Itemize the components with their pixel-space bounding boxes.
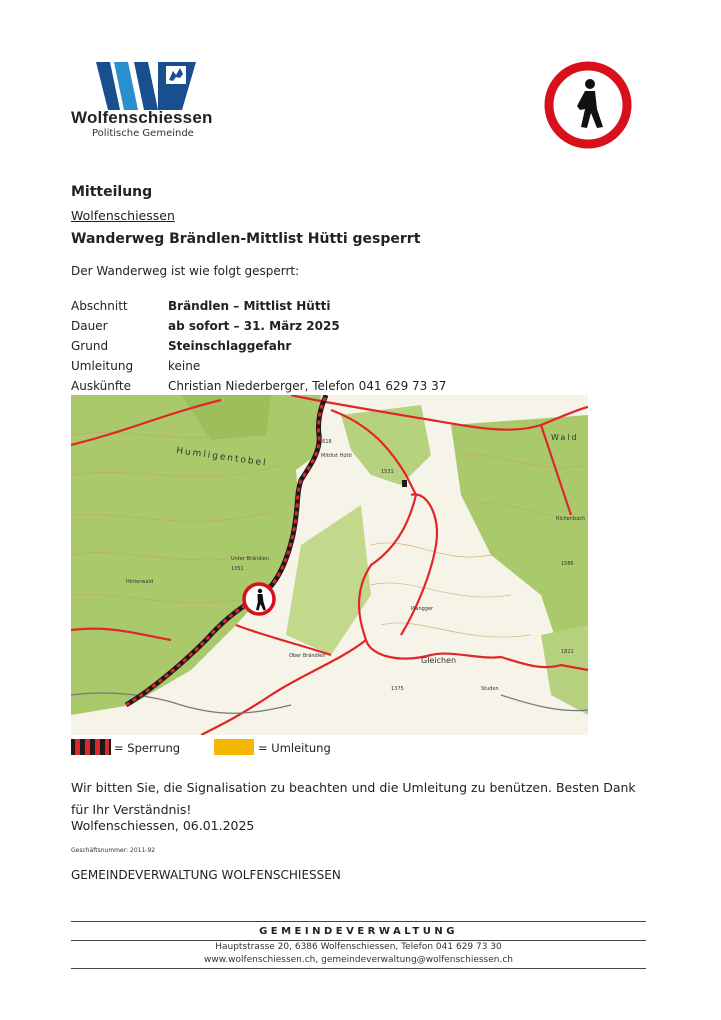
map-label: Wald: [551, 433, 579, 442]
footer-heading: GEMEINDEVERWALTUNG: [259, 926, 458, 937]
map-label: Richenbach: [556, 516, 586, 522]
notice-place: Wolfenschiessen: [71, 208, 175, 223]
detail-value: ab sofort – 31. März 2025: [168, 319, 340, 333]
footer-rule-top: [71, 921, 646, 922]
footer-contact: www.wolfenschiessen.ch, gemeindeverwaltung@wolfenschiessen.ch: [203, 955, 513, 965]
notice-headline: Wanderweg Brändlen-Mittlist Hütti gesperrt: [71, 231, 421, 247]
intro-text: Der Wanderweg ist wie folgt gesperrt:: [71, 264, 300, 278]
footer-rule-mid: [71, 940, 646, 941]
detail-value: keine: [168, 359, 201, 373]
no-pedestrians-sign-icon: [544, 61, 632, 149]
detail-label: Auskünfte: [71, 379, 131, 393]
legend-detour-label: = Umleitung: [258, 741, 331, 755]
reference-number: Geschäftsnummer: 2011-92: [71, 847, 156, 854]
map-label: Gleichen: [421, 656, 457, 665]
map-label: Humligentobel: [175, 446, 269, 469]
detail-label: Dauer: [71, 319, 108, 333]
legend-detour-swatch: [214, 739, 254, 755]
municipality-name: Wolfenschiessen: [71, 108, 213, 127]
map-label: Unter Brändlen: [231, 556, 270, 562]
municipality-subtitle: Politische Gemeinde: [92, 128, 194, 139]
map-elevation: 1375: [391, 686, 404, 692]
map-label: Studen: [481, 686, 499, 692]
signature: GEMEINDEVERWALTUNG WOLFENSCHIESSEN: [71, 868, 341, 882]
legend-closure-swatch: [71, 739, 111, 755]
wolfenschiessen-logo-mark: [96, 62, 196, 110]
closing-date: Wolfenschiessen, 06.01.2025: [71, 818, 255, 833]
map-label: Hinterwald: [126, 579, 154, 585]
notice-title: Mitteilung: [71, 184, 153, 200]
footer-address: Hauptstrasse 20, 6386 Wolfenschiessen, Telefon 041 629 73 30: [215, 942, 502, 952]
detail-label: Grund: [71, 339, 109, 353]
map-label: Ober Brändlen: [289, 653, 326, 659]
map-elevation: 1531: [381, 469, 394, 475]
map-label: Plangger: [411, 606, 434, 612]
map-elevation: 1351: [231, 566, 244, 572]
trail-map: [71, 395, 588, 735]
footer-rule-bottom: [71, 968, 646, 969]
closing-request: Wir bitten Sie, die Signalisation zu beachten und die Umleitung zu benützen. Besten Dank für Ihr Verständnis!: [71, 780, 636, 817]
detail-label: Umleitung: [71, 359, 134, 373]
detail-value: Brändlen – Mittlist Hütti: [168, 299, 331, 313]
map-elevation: 1821: [561, 649, 574, 655]
map-elevation: 1618: [319, 439, 332, 445]
legend-closure-label: = Sperrung: [114, 741, 181, 755]
detail-value: Christian Niederberger, Telefon 041 629 73 37: [168, 379, 447, 393]
detail-value: Steinschlaggefahr: [168, 339, 292, 353]
map-no-pedestrians-icon: [244, 584, 274, 614]
map-elevation: 1586: [561, 561, 574, 567]
map-label: Mittlist Hütti: [321, 453, 352, 459]
detail-label: Abschnitt: [71, 299, 128, 313]
